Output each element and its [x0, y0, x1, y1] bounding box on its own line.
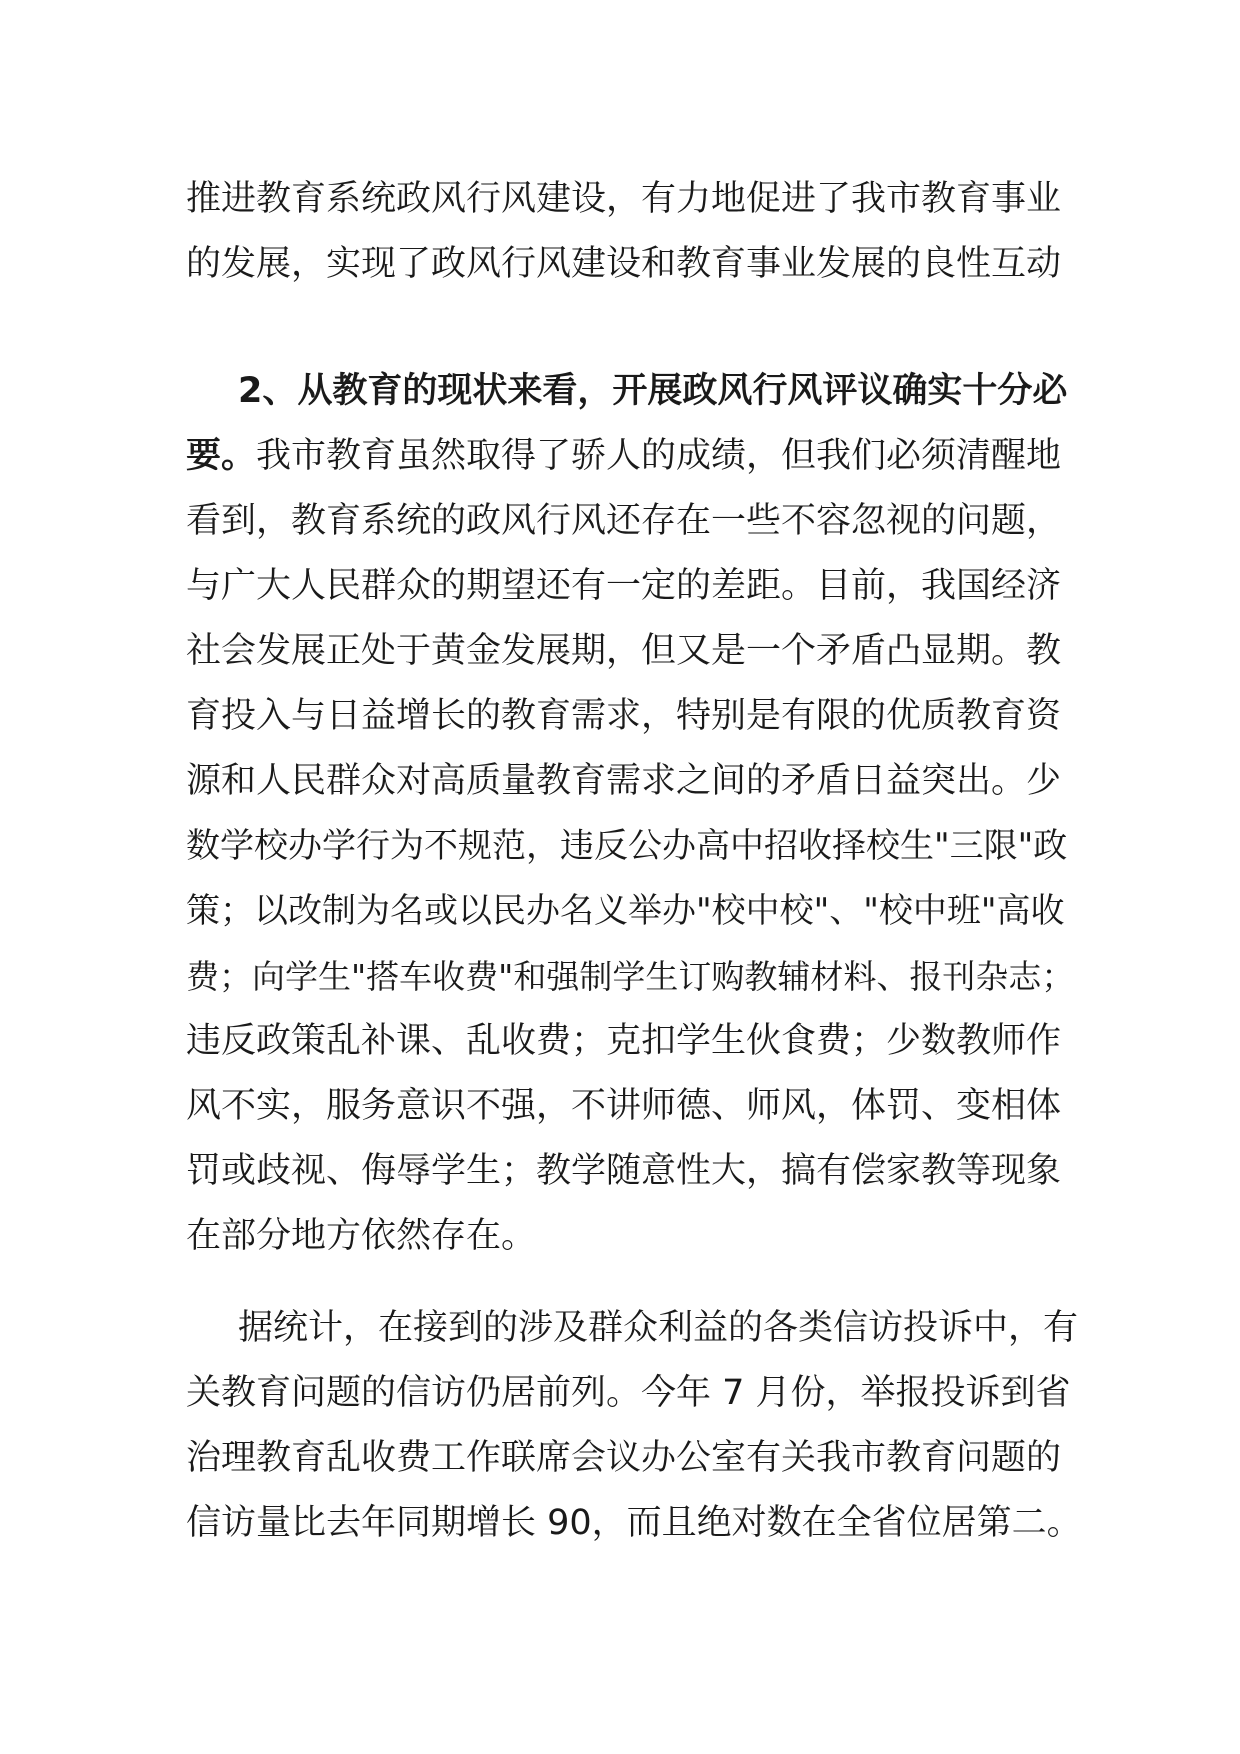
text-line: 推进教育系统政风行风建设，有力地促进了我市教育事业 [186, 179, 1062, 219]
text-line: 治理教育乱收费工作联席会议办公室有关我市教育问题的 [186, 1438, 1062, 1478]
section-heading: 2、从教育的现状来看，开展政风行风评议确实十分必 [238, 371, 1068, 411]
text-line: 源和人民群众对高质量教育需求之间的矛盾日益突出。少 [186, 761, 1062, 801]
text-line: 策；以改制为名或以民办名义举办"校中校"、"校中班"高收 [186, 891, 1065, 931]
text-line: 违反政策乱补课、乱收费；克扣学生伙食费；少数教师作 [186, 1021, 1062, 1061]
text-line: 看到，教育系统的政风行风还存在一些不容忽视的问题， [186, 501, 1062, 541]
text-line-rest: 我市教育虽然取得了骄人的成绩，但我们必须清醒地 [256, 436, 1062, 476]
text-line [186, 424, 1086, 489]
text-line: 据统计，在接到的涉及群众利益的各类信访投诉中，有 [238, 1308, 1079, 1348]
text-line: 数学校办学行为不规范，违反公办高中招收择校生"三限"政 [186, 826, 1068, 866]
text-line: 风不实，服务意识不强，不讲师德、师风，体罚、变相体 [186, 1086, 1062, 1126]
paragraph-1 [186, 167, 1086, 297]
section-heading-tail: 要。 [186, 436, 257, 476]
paragraph-2 [186, 359, 1086, 1269]
text-line: 罚或歧视、侮辱学生；教学随意性大，搞有偿家教等现象 [186, 1151, 1062, 1191]
text-line: 社会发展正处于黄金发展期，但又是一个矛盾凸显期。教 [186, 631, 1062, 671]
paragraph-3 [186, 1296, 1086, 1556]
text-line: 费；向学生"搭车收费"和强制学生订购教辅材料、报刊杂志； [186, 957, 1075, 996]
text-line: 信访量比去年同期增长 90，而且绝对数在全省位居第二。 [186, 1503, 1082, 1543]
text-line: 育投入与日益增长的教育需求，特别是有限的优质教育资 [186, 696, 1062, 736]
text-line: 与广大人民群众的期望还有一定的差距。目前，我国经济 [186, 566, 1062, 606]
text-line: 在部分地方依然存在。 [186, 1216, 537, 1256]
text-line: 的发展，实现了政风行风建设和教育事业发展的良性互动 [186, 244, 1062, 284]
text-line: 关教育问题的信访仍居前列。今年 7 月份，举报投诉到省 [186, 1373, 1071, 1413]
